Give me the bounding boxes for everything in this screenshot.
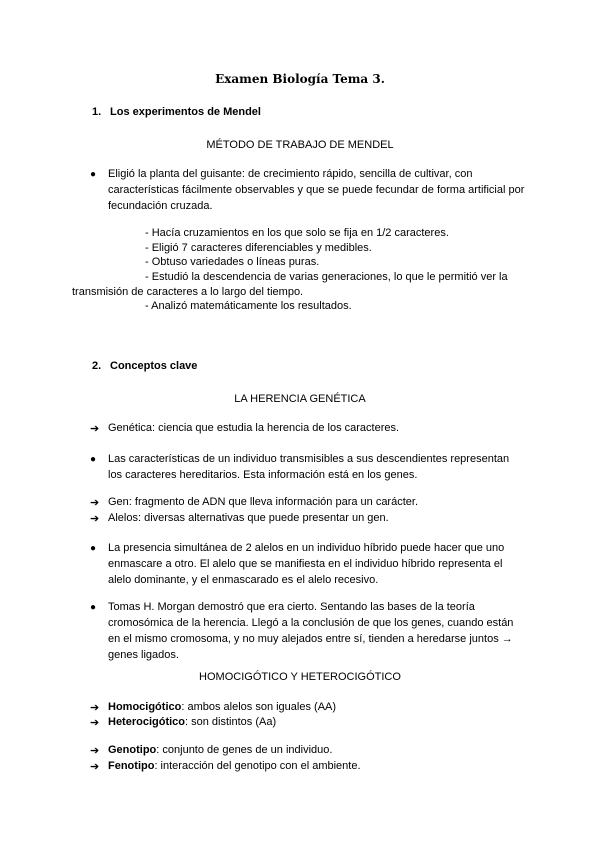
bullet-paragraph: Las características de un individuo transmisibles a sus descendientes representan los caracteres hereditarios. Esta información está en los genes. (108, 453, 510, 481)
bullet-icon: ● (90, 602, 97, 613)
dash-item: - Obtuso variedades o líneas puras. (145, 256, 320, 268)
term-item (108, 760, 361, 772)
arrow-icon: ➔ (90, 745, 100, 757)
arrow-icon: ➔ (90, 497, 100, 509)
arrow-icon: ➔ (90, 761, 100, 773)
section-1-heading: Los experimentos de Mendel (110, 106, 261, 118)
arrow-item: Gen: fragmento de ADN que lleva información para un carácter. (108, 496, 419, 508)
bullet-icon: ● (90, 169, 97, 180)
term-label: Genotipo (108, 744, 157, 756)
arrow-icon: ➔ (90, 423, 100, 435)
term-label: Fenotipo (108, 760, 155, 772)
bullet-icon: ● (90, 543, 97, 554)
term-item (108, 744, 332, 756)
page-title: Examen Biología Tema 3. (215, 72, 385, 86)
section-2-number: 2. (92, 360, 102, 372)
term-definition: : interacción del genotipo con el ambiente. (154, 760, 361, 772)
arrow-item: Alelos: diversas alternativas que puede presentar un gen. (108, 512, 389, 524)
term-item (108, 701, 336, 713)
dash-item: - Analizó matemáticamente los resultados. (145, 300, 352, 312)
dash-item: - Estudió la descendencia de varias generaciones, lo que le permitió ver la (145, 271, 508, 283)
section-1-subheading: MÉTODO DE TRABAJO DE MENDEL (206, 139, 394, 151)
term-label: Heterocigótico (108, 716, 186, 728)
term-label: Homocigótico (108, 701, 182, 713)
term-definition: : ambos alelos son iguales (AA) (181, 701, 337, 713)
bullet-paragraph: La presencia simultánea de 2 alelos en un individuo híbrido puede hacer que uno enmascare a otro. El alelo que se manifiesta en el individuo híbrido representa el alelo dominante, y el enmascarado es el alelo recesivo. (108, 542, 505, 586)
dash-item-continuation: transmisión de caracteres a lo largo del tiempo. (72, 286, 304, 298)
term-definition: : son distintos (Aa) (185, 716, 277, 728)
section-1-number: 1. (92, 106, 102, 118)
section-2-subheading-2: HOMOCIGÓTICO Y HETEROCIGÓTICO (199, 671, 401, 683)
section-2-heading: Conceptos clave (110, 360, 198, 372)
mendel-plant-paragraph: Eligió la planta del guisante: de crecimiento rápido, sencilla de cultivar, con características fácilmente observables y que se puede fecundar de forma artificial por fecundación cruzada. (108, 168, 525, 212)
bullet-icon: ● (90, 454, 97, 465)
arrow-item: Genética: ciencia que estudia la herencia de los caracteres. (108, 422, 400, 434)
dash-item: - Hacía cruzamientos en los que solo se fija en 1/2 caracteres. (145, 227, 449, 239)
term-item (108, 716, 276, 728)
term-definition: : conjunto de genes de un individuo. (156, 744, 333, 756)
arrow-icon: ➔ (90, 702, 100, 714)
dash-item: - Eligió 7 caracteres diferenciables y medibles. (145, 242, 372, 254)
arrow-icon: ➔ (90, 513, 100, 525)
bullet-paragraph: Tomas H. Morgan demostró que era cierto. Sentando las bases de la teoría cromosómica de la herencia. Llegó a la conclusión de que los genes, cuando están en el mismo cromosoma, y no muy alejados entre sí, tienden a heredarse juntos → genes ligados. (108, 601, 514, 661)
section-2-subheading: LA HERENCIA GENÉTICA (234, 393, 366, 405)
arrow-icon: ➔ (90, 717, 100, 729)
